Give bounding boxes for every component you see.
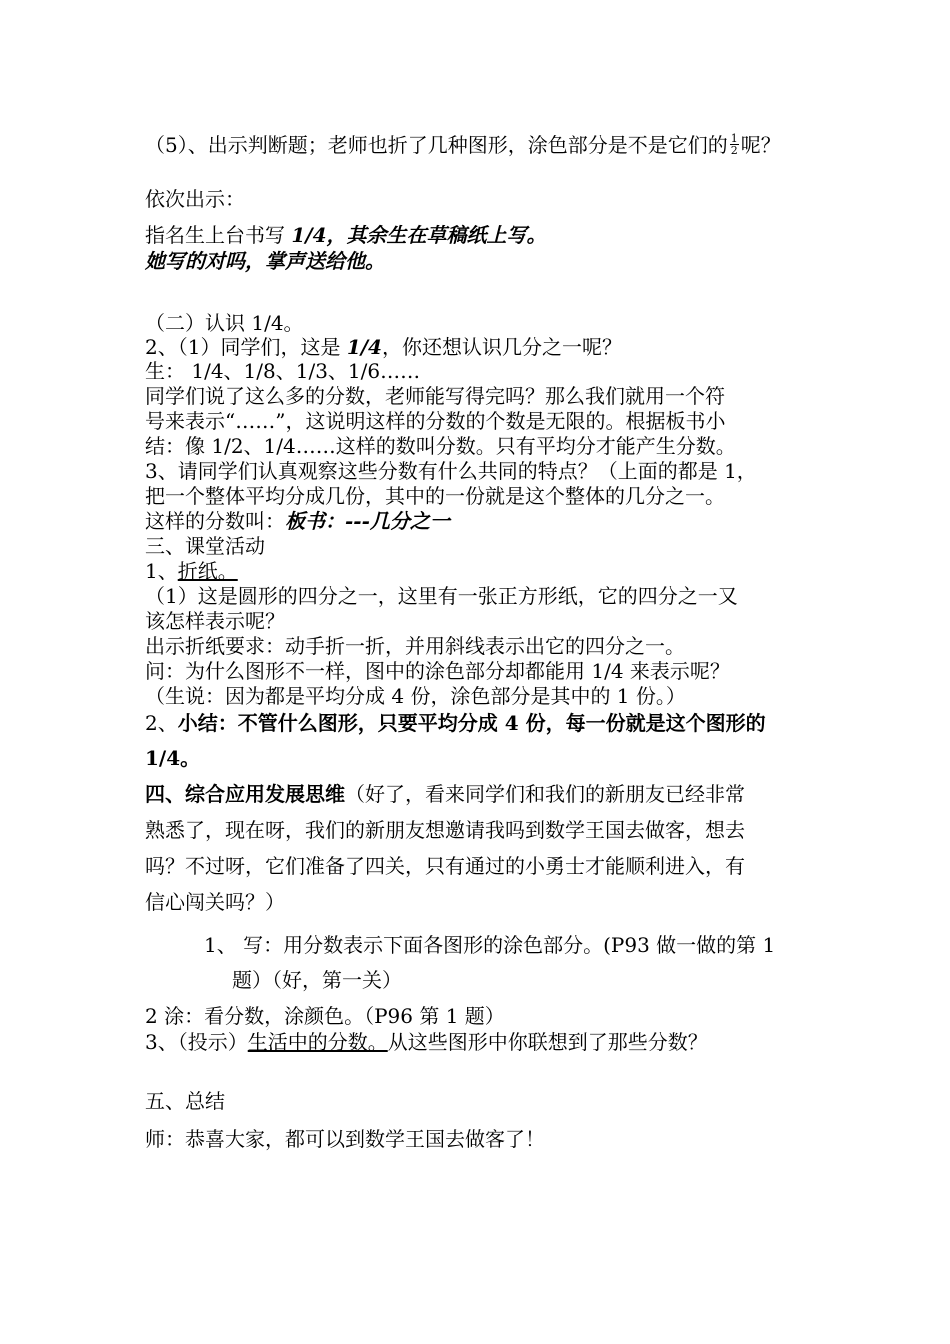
line-teacher-closing: 师：恭喜大家，都可以到数学王国去做客了！: [145, 1127, 545, 1151]
paragraph-line: 把一个整体平均分成几份，其中的一份就是这个整体的几分之一。: [145, 484, 725, 508]
text: （好了，看来同学们和我们的新朋友已经非常: [345, 782, 745, 806]
text: ，你还想认识几分之一呢？: [381, 335, 622, 359]
line-section-four: [145, 781, 745, 807]
text: 2、: [145, 711, 178, 735]
text: 2、（1）同学们，这是: [145, 335, 347, 359]
paragraph-line: 号来表示“……”，这说明这样的分数的个数是无限的。根据板书小: [145, 409, 726, 433]
paragraph-line: 出示折纸要求：动手折一折，并用斜线表示出它的四分之一。: [145, 634, 685, 658]
text-underlined: 折纸。: [177, 559, 238, 583]
paragraph-line: （生说：因为都是平均分成 4 份，涂色部分是其中的 1 份。）: [145, 684, 686, 708]
paragraph-line: 该怎样表示呢？: [145, 609, 285, 633]
text: 呢？: [740, 133, 781, 157]
text: （5）、出示判断题；老师也折了几种图形，涂色部分是不是它们的: [145, 133, 728, 157]
text: 1、: [145, 559, 178, 583]
line-summary-cont: 1/4。: [145, 746, 201, 770]
paragraph-line: 问：为什么图形不一样，图中的涂色部分却都能用 1/4 来表示呢？: [145, 659, 730, 683]
line-board-writing: [145, 508, 450, 534]
text: 这样的分数叫：: [145, 509, 285, 533]
line-student-writes: [145, 222, 547, 248]
heading-class-activity: 三、课堂活动: [145, 534, 265, 558]
text-bold: 四、综合应用发展思维: [145, 782, 345, 806]
paragraph-line: 信心闯关吗？）: [145, 890, 285, 914]
text: 从这些图形中你联想到了那些分数？: [387, 1030, 708, 1054]
line-this-is-quarter: [145, 334, 622, 360]
fraction-one-half: $\frac{1}{2}$: [730, 132, 738, 157]
paragraph-line: 吗？不过呀，它们准备了四关，只有通过的小勇士才能顺利进入，有: [145, 854, 745, 878]
line-judgement-question: [145, 132, 781, 158]
heading-summary: 五、总结: [145, 1089, 225, 1113]
text: 指名生上台书写: [145, 223, 292, 247]
paragraph-line: 熟悉了，现在呀，我们的新朋友想邀请我吗到数学王国去做客，想去: [145, 818, 745, 842]
list-item-color: 2 涂：看分数，涂颜色。（P96 第 1 题）: [145, 1004, 505, 1028]
paragraph-line: 结：像 1/2、1/4……这样的数叫分数。只有平均分才能产生分数。: [145, 434, 736, 458]
text-underlined: 生活中的分数。: [247, 1030, 388, 1054]
list-item-write-cont: 题）（好，第一关）: [232, 968, 402, 992]
line-show-in-order: 依次出示：: [145, 187, 245, 211]
line-applause: 她写的对吗，掌声送给他。: [145, 249, 385, 273]
line-students-answer: 生： 1/4、1/8、1/3、1/6……: [145, 359, 421, 383]
text-bold-italic: 板书：---几分之一: [285, 509, 450, 533]
paragraph-line: 同学们说了这么多的分数，老师能写得完吗？那么我们就用一个符: [145, 384, 725, 408]
text-bold-italic: 1/4，其余生在草稿纸上写。: [291, 223, 547, 247]
text-bold-italic: 1/4: [346, 335, 382, 359]
paragraph-line: 3、请同学们认真观察这些分数有什么共同的特点？（上面的都是 1，: [145, 459, 757, 483]
list-item-life-fractions: [145, 1029, 708, 1055]
line-section-two: （二）认识 1/4。: [145, 311, 304, 335]
list-item-write: 1、 写：用分数表示下面各图形的涂色部分。(P93 做一做的第 1: [204, 933, 776, 957]
paragraph-line: （1）这是圆形的四分之一，这里有一张正方形纸，它的四分之一又: [145, 584, 738, 608]
line-summary: [145, 710, 766, 736]
text-bold: 小结：不管什么图形，只要平均分成 4 份，每一份就是这个图形的: [177, 711, 766, 735]
text: 3、（投示）: [145, 1030, 248, 1054]
line-fold-paper: [145, 558, 238, 584]
